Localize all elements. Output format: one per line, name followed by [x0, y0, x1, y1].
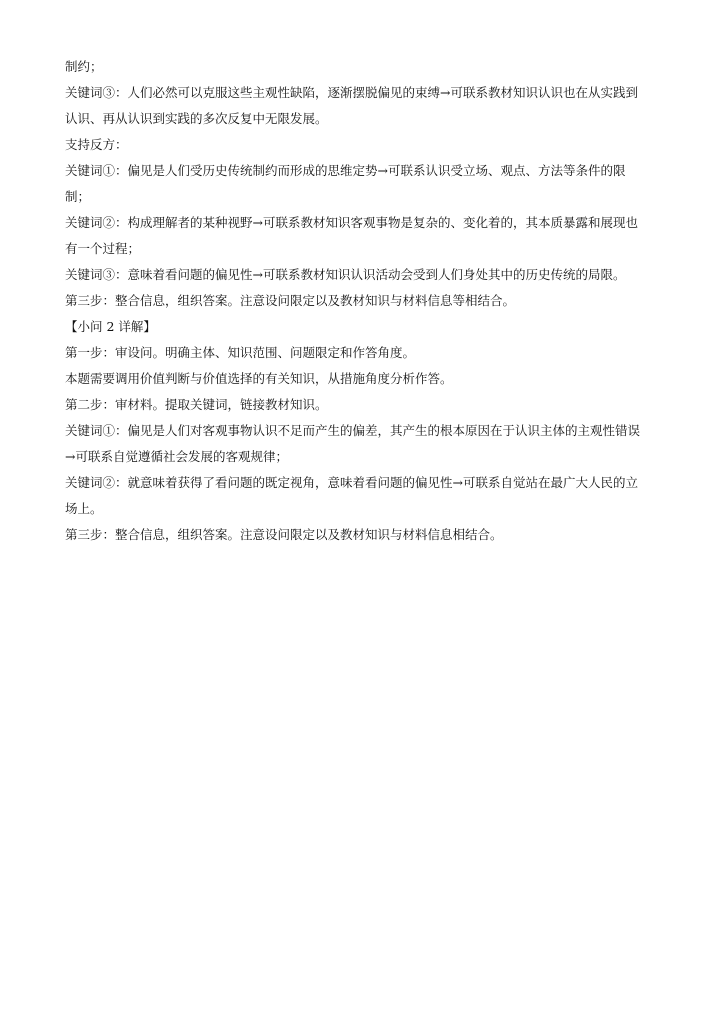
text-line: [65, 525, 661, 551]
line-text: 关键词③：人们必然可以克服这些主观性缺陷，逐渐摆脱偏见的束缚→可联系教材知识认识也在从实践到: [65, 85, 638, 100]
document-page: [65, 57, 661, 551]
text-line: [65, 369, 661, 395]
text-line: [65, 135, 661, 161]
line-text: 关键词①：偏见是人们对客观事物认识不足而产生的偏差，其产生的根本原因在于认识主体的主观性错误: [65, 423, 641, 438]
line-text: 认识、再从认识到实践的多次反复中无限发展。: [65, 111, 328, 126]
line-text: 第二步：审材料。提取关键词，链接教材知识。: [65, 397, 328, 412]
line-text: 关键词②：构成理解者的某种视野→可联系教材知识客观事物是复杂的、变化着的，其本质暴露和展现也: [65, 215, 638, 230]
heading-text: 【小问 2 详解】: [65, 319, 156, 334]
text-line: [65, 83, 661, 109]
line-text: 本题需要调用价值判断与价值选择的有关知识，从措施角度分析作答。: [65, 371, 453, 386]
text-line: [65, 447, 661, 473]
line-text: 第三步：整合信息，组织答案。注意设问限定以及教材知识与材料信息相结合。: [65, 527, 503, 542]
text-line: [65, 395, 661, 421]
line-text: 有一个过程；: [65, 241, 141, 256]
line-text: 第一步：审设问。明确主体、知识范围、问题限定和作答角度。: [65, 345, 416, 360]
text-line: [65, 161, 661, 187]
text-line: [65, 213, 661, 239]
text-line: [65, 499, 661, 525]
text-line: [65, 109, 661, 135]
text-line: [65, 291, 661, 317]
line-text: 制约；: [65, 59, 103, 74]
text-line: [65, 57, 661, 83]
text-line: [65, 239, 661, 265]
line-text: →可联系自觉遵循社会发展的客观规律；: [65, 449, 288, 464]
line-text: 场上。: [65, 501, 103, 516]
text-line: [65, 421, 661, 447]
text-line: [65, 343, 661, 369]
line-text: 支持反方：: [65, 137, 128, 152]
line-text: 关键词③：意味着看问题的偏见性→可联系教材知识认识活动会受到人们身处其中的历史传统的局限。: [65, 267, 626, 282]
section-heading: [65, 317, 661, 343]
line-text: 关键词②：就意味着获得了看问题的既定视角，意味着看问题的偏见性→可联系自觉站在最广大人民的立: [65, 475, 638, 490]
line-text: 关键词①：偏见是人们受历史传统制约而形成的思维定势→可联系认识受立场、观点、方法等条件的限: [65, 163, 626, 178]
text-line: [65, 473, 661, 499]
text-line: [65, 187, 661, 213]
line-text: 第三步：整合信息，组织答案。注意设问限定以及教材知识与材料信息等相结合。: [65, 293, 516, 308]
line-text: 制；: [65, 189, 91, 204]
text-line: [65, 265, 661, 291]
